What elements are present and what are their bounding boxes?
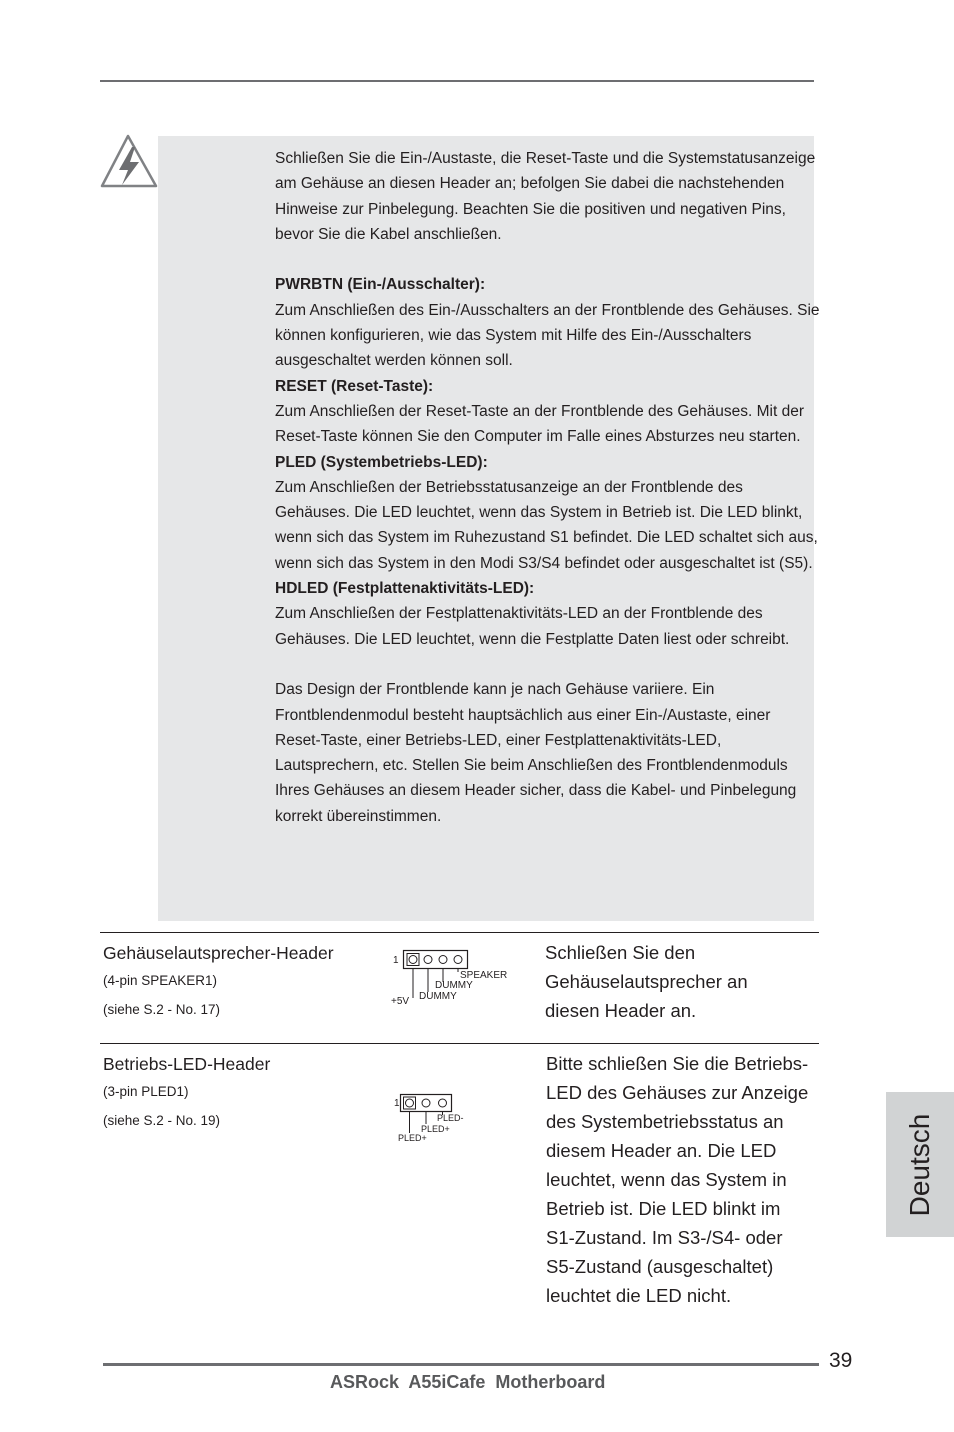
language-tab (886, 1092, 954, 1237)
pled-pin1-label: 1 (394, 1098, 400, 1109)
speaker-header-title: Gehäuselautsprecher-Header (103, 943, 334, 963)
top-rule (100, 80, 814, 82)
pled-minus-label: PLED- (437, 1113, 464, 1123)
pled-heading: PLED (Systembetriebs-LED): (275, 453, 488, 471)
language-tab-label: Deutsch (904, 1113, 935, 1216)
hdled-heading: HDLED (Festplattenaktivitäts-LED): (275, 580, 535, 598)
dummy-label-2: DUMMY (419, 991, 457, 1002)
plus5v-label: +5V (391, 996, 410, 1007)
footer-text: ASRock A55iCafe Motherboard (330, 1372, 606, 1392)
pled-header-desc-text: Bitte schließen Sie die Betriebs-LED des Gehäuses zur Anzeige des Systembetriebsstatus an diesem Header an. Die LED leuchtet, wenn das System in Betrieb ist. Die LED blinkt im S1-Zustand. Im S3-/S4- oder S5-Zustand (ausgeschaltet) leuchtet die LED nicht. (546, 1053, 809, 1306)
speaker-header-desc-text: Schließen Sie den Gehäuselautsprecher an diesen Header an. (545, 942, 748, 1021)
dummy-label-1: DUMMY (435, 980, 473, 991)
reset-text: Zum Anschließen der Reset-Taste an der Frontblende des Gehäuses. Mit der Reset-Taste können Sie den Computer im Falle eines Absturzes neu starten. (275, 402, 804, 446)
pwrbtn-heading: PWRBTN (Ein-/Ausschalter): (275, 276, 486, 294)
speaker-header-ref: (siehe S.2 - No. 17) (103, 1002, 221, 1017)
hdled-text: Zum Anschließen der Festplattenaktivitäts-LED an der Frontblende des Gehäuses. Die LED leuchtet, wenn die Festplatte Daten liest oder schreibt. (275, 605, 790, 648)
pled-plus-label-2: PLED+ (398, 1133, 427, 1143)
pled-header-ref: (siehe S.2 - No. 19) (103, 1113, 221, 1128)
warning-lightning-icon (98, 133, 160, 191)
pled-header-title: Betriebs-LED-Header (103, 1054, 271, 1074)
reset-heading: RESET (Reset-Taste): (275, 377, 434, 395)
pled-header-description (546, 1049, 811, 1310)
pled-plus-label-1: PLED+ (421, 1124, 450, 1134)
speaker-header-description (545, 938, 780, 1025)
speaker-section-rule (100, 932, 819, 933)
speaker-pin-diagram (388, 946, 520, 1008)
pled-pin-diagram (392, 1091, 482, 1147)
pled-header-pins: (3-pin PLED1) (103, 1084, 189, 1099)
note-text (275, 146, 820, 829)
speaker-header-pins: (4-pin SPEAKER1) (103, 973, 218, 988)
speaker-label: SPEAKER (460, 970, 508, 981)
note-intro: Schließen Sie die Ein-/Austaste, die Reset-Taste und die Systemstatusanzeige am Gehäuse an diesen Header an; befolgen Sie dabei die nachstehenden Hinweise zur Pinbelegung. Beachten Sie die positiven und negativen Pins, bevor Sie die Kabel anschließen. (275, 150, 816, 243)
bottom-rule (103, 1363, 819, 1366)
pled-section-rule (100, 1043, 819, 1044)
pled-text: Zum Anschließen der Betriebsstatusanzeige an der Frontblende des Gehäuses. Die LED leuchtet, wenn das System in Betrieb ist. Die LED blinkt, wenn sich das System im Ruhezustand S1 befindet. Die LED schaltet sich aus, wenn sich das System in den Modi S3/S4 befindet oder ausgeschaltet ist (S5). (275, 478, 818, 572)
page-number: 39 (829, 1349, 853, 1372)
speaker-pin1-label: 1 (393, 955, 399, 966)
pwrbtn-text: Zum Anschließen des Ein-/Ausschalters an der Frontblende des Gehäuses. Sie können konfigurieren, wie das System mit Hilfe des Ein-/Ausschalters ausgeschaltet werden können soll. (275, 301, 820, 370)
design-text: Das Design der Frontblende kann je nach Gehäuse variiere. Ein Frontblendenmodul besteht hauptsächlich aus einer Ein-/Austaste, einer Reset-Taste, einer Betriebs-LED, einer Festplattenaktivitäts-LED, Lautsprechern, etc. Stellen Sie beim Anschließen des Frontblendenmoduls Ihres Gehäuses an diesem Header sicher, dass die Kabel- und Pinbelegung korrekt übereinstimmen. (275, 681, 797, 825)
